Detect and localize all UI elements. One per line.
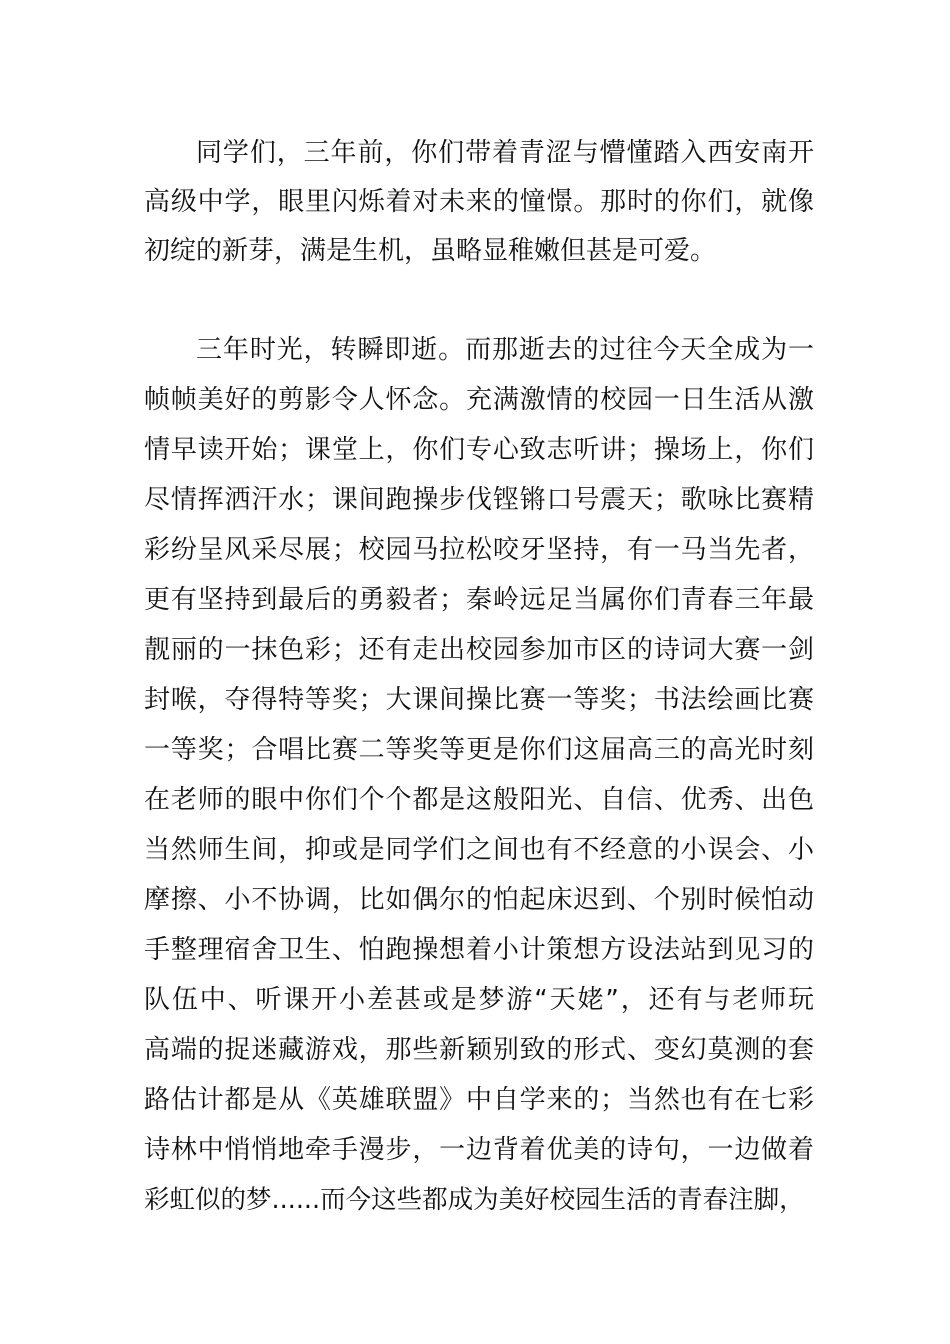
paragraph-2-line-13: 手整理宿舍卫生、怕跑操想着小计策想方设法站到见习的	[144, 935, 814, 965]
paragraph-1-line-3: 初绽的新芽，满是生机，虽略显稚嫩但甚是可爱。	[144, 236, 717, 266]
paragraph-2-line-5: 彩纷呈风采尽展；校园马拉松咬牙坚持，有一马当先者，	[144, 535, 814, 565]
paragraph-2-line-9: 一等奖；合唱比赛二等奖等更是你们这届高三的高光时刻	[144, 735, 814, 765]
paragraph-2-line-3: 情早读开始；课堂上，你们专心致志听讲；操场上，你们	[144, 435, 814, 465]
paragraph-2-line-14: 队伍中、听课开小差甚或是梦游“天姥”，还有与老师玩	[144, 985, 814, 1015]
paragraph-2-line-8: 封喉，夺得特等奖；大课间操比赛一等奖；书法绘画比赛	[144, 685, 814, 715]
paragraph-2-line-2: 帧帧美好的剪影令人怀念。充满激情的校园一日生活从激	[144, 385, 814, 415]
paragraph-2-line-6: 更有坚持到最后的勇毅者；秦岭远足当属你们青春三年最	[144, 585, 814, 615]
paragraph-2-line-7: 靓丽的一抹色彩；还有走出校园参加市区的诗词大赛一剑	[144, 635, 814, 665]
paragraph-2-line-18: 彩虹似的梦......而今这些都成为美好校园生活的青春注脚，	[144, 1185, 805, 1215]
paragraph-2-line-17: 诗林中悄悄地牵手漫步，一边背着优美的诗句，一边做着	[144, 1135, 814, 1165]
paragraph-2-line-4: 尽情挥洒汗水；课间跑操步伐铿锵口号震天；歌咏比赛精	[144, 485, 814, 515]
paragraph-2-line-10: 在老师的眼中你们个个都是这般阳光、自信、优秀、出色	[144, 785, 814, 815]
paragraph-1-line-2: 高级中学，眼里闪烁着对未来的憧憬。那时的你们，就像	[144, 187, 814, 217]
paragraph-2-line-16: 路估计都是从《英雄联盟》中自学来的；当然也有在七彩	[144, 1085, 814, 1115]
paragraph-1-line-1: 同学们，三年前，你们带着青涩与懵懂踏入西安南开	[196, 138, 814, 168]
paragraph-2-line-15: 高端的捉迷藏游戏，那些新颖别致的形式、变幻莫测的套	[144, 1035, 814, 1065]
paragraph-2-line-11: 当然师生间，抑或是同学们之间也有不经意的小误会、小	[144, 835, 814, 865]
paragraph-2-line-1: 三年时光，转瞬即逝。而那逝去的过往今天全成为一	[196, 335, 814, 365]
paragraph-2-line-12: 摩擦、小不协调，比如偶尔的怕起床迟到、个别时候怕动	[144, 885, 814, 915]
